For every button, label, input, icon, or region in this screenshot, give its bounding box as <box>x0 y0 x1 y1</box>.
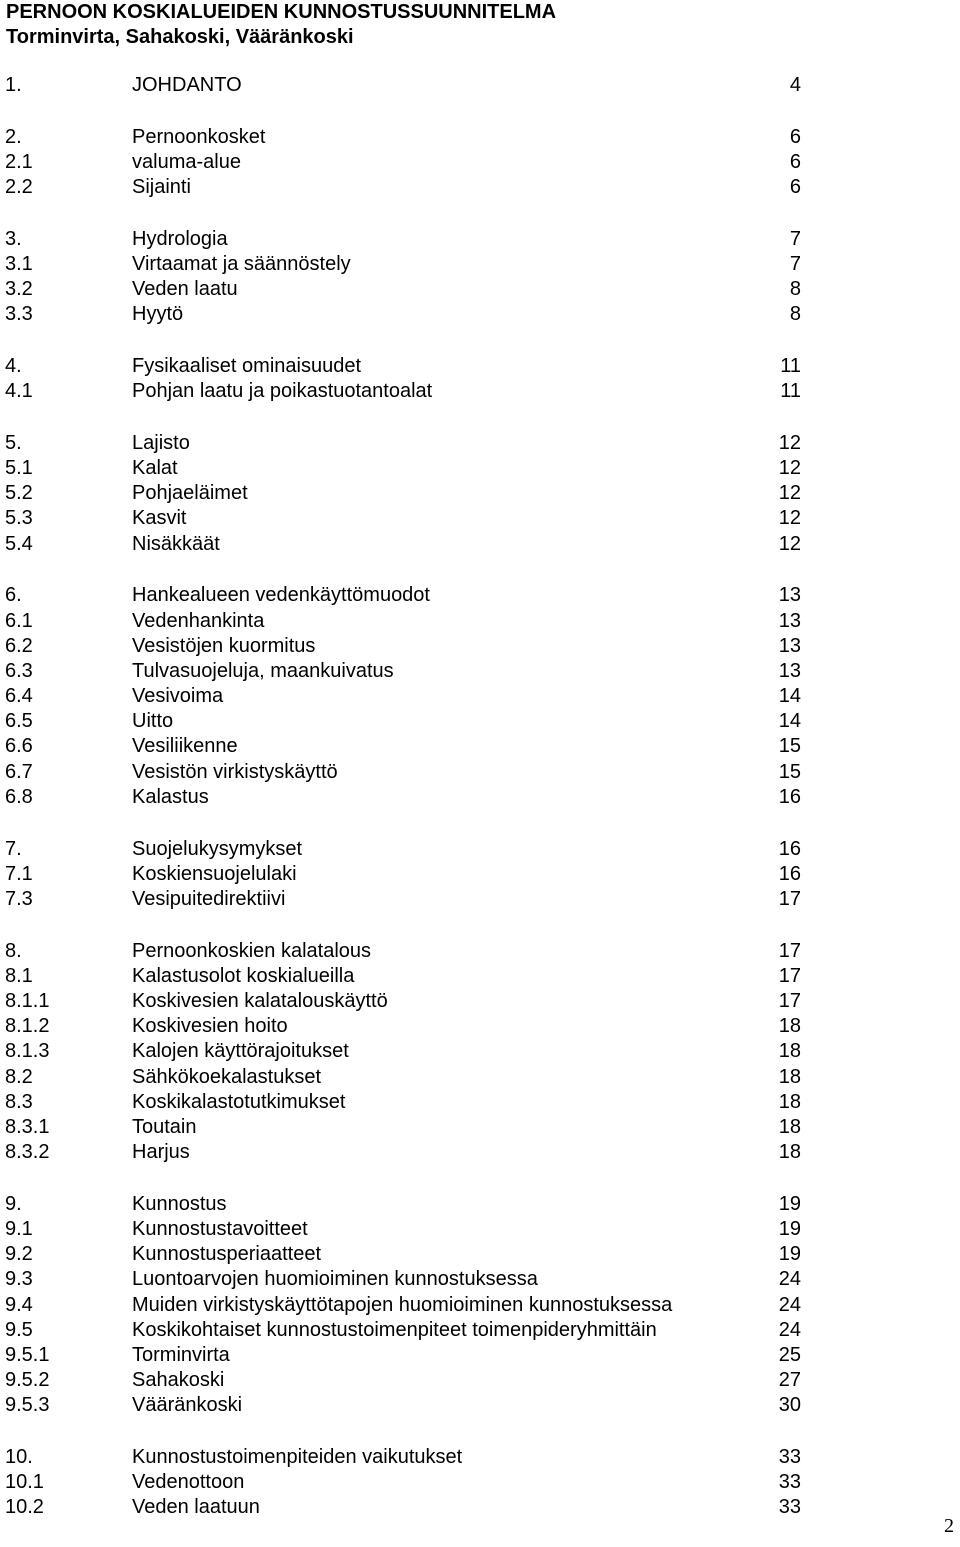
toc-entry-title: valuma-alue <box>132 150 241 173</box>
toc-entry-page: 13 <box>778 584 801 607</box>
toc-entry-number: 4. <box>5 355 22 377</box>
toc-entry-page: 24 <box>778 1318 801 1341</box>
toc-entry-number: 9.4 <box>5 1293 33 1316</box>
toc-entry-number: 8.1.2 <box>5 1015 50 1038</box>
toc-entry-number: 8.1 <box>5 964 33 987</box>
toc-entry-title: Vääränkoski <box>132 1394 243 1417</box>
toc-entry-number: 8. <box>5 939 22 962</box>
toc-entry <box>0 1318 960 1343</box>
toc-entry-page: 17 <box>778 887 801 910</box>
toc-entry-page: 11 <box>780 380 801 403</box>
toc-entry <box>0 302 960 327</box>
toc-entry-title: Vesistöjen kuormitus <box>132 634 316 657</box>
toc-section <box>0 837 960 913</box>
toc-entry-page: 13 <box>778 609 801 632</box>
toc-entry-title: Sahakoski <box>132 1369 225 1392</box>
toc-entry <box>0 252 960 277</box>
toc-entry <box>0 1445 960 1470</box>
toc-entry <box>0 1267 960 1292</box>
toc-entry-page: 16 <box>778 785 801 808</box>
toc-entry <box>0 583 960 608</box>
toc-entry-page: 6 <box>789 150 801 173</box>
toc-entry-title: Harjus <box>132 1141 190 1164</box>
toc-entry-number: 5. <box>5 431 22 454</box>
toc-entry <box>0 73 960 98</box>
toc-entry-page: 27 <box>778 1369 801 1392</box>
toc-entry-title: Nisäkkäät <box>132 532 220 555</box>
toc-entry-page: 6 <box>789 176 801 199</box>
toc-entry <box>0 709 960 734</box>
toc-entry-number: 9.1 <box>5 1217 33 1240</box>
toc-entry-title: Muiden virkistyskäyttötapojen huomioiminen kunnostuksessa <box>132 1293 673 1316</box>
toc-entry-number: 5.4 <box>5 532 33 555</box>
toc-entry-number: 9.5.2 <box>5 1369 50 1392</box>
toc-entry-page: 8 <box>789 303 801 326</box>
toc-entry-page: 18 <box>778 1015 801 1038</box>
toc-entry-title: Kunnostus <box>132 1192 227 1215</box>
toc-section <box>0 939 960 1166</box>
toc-entry-page: 24 <box>778 1293 801 1316</box>
toc-entry-title: Uitto <box>132 710 174 733</box>
toc-entry-page: 12 <box>778 457 801 480</box>
toc-entry-page: 24 <box>778 1268 801 1291</box>
toc-entry-number: 10. <box>5 1445 33 1468</box>
toc-entry-number: 7.1 <box>5 862 33 885</box>
toc-entry-title: Kalastus <box>132 785 209 808</box>
toc-entry-title: Pernoonkosket <box>132 125 266 148</box>
toc-entry-title: Veden laatu <box>132 278 238 301</box>
toc-entry <box>0 456 960 481</box>
toc-entry-number: 8.3.1 <box>5 1115 50 1138</box>
toc-entry-page: 19 <box>778 1243 801 1266</box>
toc-entry-number: 9.2 <box>5 1243 33 1266</box>
toc-entry-title: Pernoonkoskien kalatalous <box>132 939 372 962</box>
toc-entry-number: 5.1 <box>5 457 33 480</box>
toc-entry <box>0 1393 960 1418</box>
toc-entry <box>0 1217 960 1242</box>
document-title: PERNOON KOSKIALUEIDEN KUNNOSTUSSUUNNITELMA <box>6 1 557 23</box>
toc-entry <box>0 1293 960 1318</box>
toc-entry-page: 19 <box>778 1217 801 1240</box>
toc-entry-number: 6.5 <box>5 710 33 733</box>
toc-entry-title: JOHDANTO <box>132 74 242 96</box>
toc-entry-title: Veden laatuun <box>132 1496 260 1519</box>
toc-entry-title: Hyytö <box>132 303 184 326</box>
toc-entry-number: 6.1 <box>5 609 33 632</box>
toc-entry-number: 2. <box>5 125 22 148</box>
toc-entry <box>0 175 960 200</box>
toc-entry-number: 6.7 <box>5 760 33 783</box>
toc-entry-title: Vesivoima <box>132 685 224 708</box>
toc-entry-page: 17 <box>778 989 801 1012</box>
toc-entry-number: 6.2 <box>5 634 33 657</box>
toc-section <box>0 125 960 201</box>
toc-entry-number: 10.2 <box>5 1496 44 1519</box>
toc-entry-number: 3.2 <box>5 278 33 301</box>
toc-entry-page: 18 <box>778 1141 801 1164</box>
toc-entry <box>0 734 960 759</box>
toc-entry-page: 18 <box>778 1040 801 1063</box>
toc-entry-page: 7 <box>789 252 801 275</box>
toc-entry-title: Sähkökoekalastukset <box>132 1065 322 1088</box>
table-of-contents <box>0 73 960 1547</box>
toc-entry-title: Koskivesien hoito <box>132 1015 288 1038</box>
toc-section <box>0 583 960 810</box>
toc-entry-page: 19 <box>778 1192 801 1215</box>
toc-entry-title: Pohjan laatu ja poikastuotantoalat <box>132 380 433 403</box>
toc-entry-number: 4.1 <box>5 380 33 403</box>
toc-entry-number: 6.4 <box>5 685 33 708</box>
toc-entry <box>0 1242 960 1267</box>
toc-entry-number: 2.2 <box>5 176 33 199</box>
toc-section <box>0 431 960 557</box>
toc-entry-page: 18 <box>778 1065 801 1088</box>
toc-entry <box>0 1192 960 1217</box>
toc-section <box>0 354 960 404</box>
toc-entry-title: Vesiliikenne <box>132 735 238 758</box>
toc-entry <box>0 1495 960 1520</box>
toc-entry-title: Fysikaaliset ominaisuudet <box>132 355 361 377</box>
toc-entry <box>0 481 960 506</box>
toc-entry <box>0 354 960 379</box>
toc-entry-number: 5.2 <box>5 482 33 505</box>
toc-entry-title: Vesipuitedirektiivi <box>132 887 286 910</box>
toc-entry-title: Suojelukysymykset <box>132 837 303 860</box>
toc-entry-number: 2.1 <box>5 150 33 173</box>
toc-entry-title: Kalastusolot koskialueilla <box>132 964 355 987</box>
toc-section <box>0 1445 960 1521</box>
toc-entry-number: 5.3 <box>5 507 33 530</box>
toc-entry <box>0 609 960 634</box>
toc-entry-number: 3. <box>5 227 22 250</box>
toc-entry <box>0 964 960 989</box>
toc-entry-title: Koskikohtaiset kunnostustoimenpiteet toimenpideryhmittäin <box>132 1318 657 1341</box>
toc-entry-number: 3.3 <box>5 303 33 326</box>
toc-entry <box>0 1065 960 1090</box>
toc-entry-page: 16 <box>778 862 801 885</box>
toc-entry-number: 9.5.1 <box>5 1343 50 1366</box>
toc-entry-number: 8.3 <box>5 1090 33 1113</box>
toc-entry-title: Pohjaeläimet <box>132 482 248 505</box>
toc-entry <box>0 1039 960 1064</box>
toc-entry <box>0 1140 960 1165</box>
toc-entry-number: 9.5 <box>5 1318 33 1341</box>
toc-entry-page: 33 <box>778 1471 801 1494</box>
toc-entry <box>0 532 960 557</box>
toc-entry <box>0 1115 960 1140</box>
toc-entry <box>0 431 960 456</box>
toc-entry <box>0 150 960 175</box>
toc-entry <box>0 1368 960 1393</box>
toc-entry-title: Kalat <box>132 457 178 480</box>
toc-entry-number: 10.1 <box>5 1471 44 1494</box>
toc-entry <box>0 1470 960 1495</box>
toc-entry <box>0 684 960 709</box>
toc-entry-number: 9.5.3 <box>5 1394 50 1417</box>
toc-entry-page: 14 <box>778 710 801 733</box>
toc-entry-title: Vesistön virkistyskäyttö <box>132 760 338 783</box>
toc-entry-number: 7.3 <box>5 887 33 910</box>
toc-entry-number: 6. <box>5 584 22 607</box>
toc-entry-page: 12 <box>778 532 801 555</box>
toc-entry <box>0 760 960 785</box>
toc-entry <box>0 1090 960 1115</box>
toc-entry-title: Hankealueen vedenkäyttömuodot <box>132 584 430 607</box>
toc-entry <box>0 1014 960 1039</box>
toc-entry-page: 13 <box>778 659 801 682</box>
toc-entry-title: Hydrologia <box>132 227 228 250</box>
toc-entry-title: Toutain <box>132 1115 197 1138</box>
toc-entry-number: 8.1.3 <box>5 1040 50 1063</box>
toc-entry <box>0 379 960 404</box>
toc-entry-page: 16 <box>778 837 801 860</box>
toc-entry-title: Koskivesien kalatalouskäyttö <box>132 989 388 1012</box>
toc-entry-page: 17 <box>778 939 801 962</box>
toc-entry-page: 14 <box>778 685 801 708</box>
toc-entry-title: Lajisto <box>132 431 190 454</box>
document-header <box>6 0 556 50</box>
toc-entry <box>0 659 960 684</box>
toc-entry-page: 7 <box>789 227 801 250</box>
toc-entry-page: 13 <box>778 634 801 657</box>
toc-entry-page: 11 <box>780 355 801 377</box>
toc-entry-title: Koskikalastotutkimukset <box>132 1090 346 1113</box>
toc-entry <box>0 862 960 887</box>
toc-entry-number: 8.2 <box>5 1065 33 1088</box>
toc-entry-title: Tulvasuojeluja, maankuivatus <box>132 659 394 682</box>
toc-entry-title: Kunnostustoimenpiteiden vaikutukset <box>132 1445 463 1468</box>
toc-section <box>0 227 960 328</box>
toc-entry-number: 3.1 <box>5 252 33 275</box>
toc-entry-number: 9.3 <box>5 1268 33 1291</box>
toc-entry-page: 12 <box>778 507 801 530</box>
toc-entry-page: 18 <box>778 1090 801 1113</box>
toc-entry-page: 12 <box>778 431 801 454</box>
toc-section <box>0 73 960 98</box>
toc-entry-page: 15 <box>778 760 801 783</box>
toc-entry-page: 17 <box>778 964 801 987</box>
toc-entry-number: 7. <box>5 837 22 860</box>
toc-entry-number: 1. <box>5 74 22 96</box>
toc-entry <box>0 1343 960 1368</box>
document-subtitle: Torminvirta, Sahakoski, Vääränkoski <box>6 26 354 48</box>
toc-entry <box>0 887 960 912</box>
toc-entry-title: Kalojen käyttörajoitukset <box>132 1040 349 1063</box>
toc-entry-number: 6.8 <box>5 785 33 808</box>
toc-entry-title: Sijainti <box>132 176 191 199</box>
toc-entry-page: 33 <box>778 1496 801 1519</box>
toc-entry-number: 8.1.1 <box>5 989 50 1012</box>
toc-entry-number: 6.6 <box>5 735 33 758</box>
toc-entry-page: 8 <box>789 278 801 301</box>
toc-entry <box>0 785 960 810</box>
toc-entry-number: 9. <box>5 1192 22 1215</box>
toc-entry-page: 4 <box>789 74 801 96</box>
toc-entry <box>0 125 960 150</box>
toc-entry-number: 8.3.2 <box>5 1141 50 1164</box>
toc-entry-title: Koskiensuojelulaki <box>132 862 297 885</box>
toc-entry-title: Luontoarvojen huomioiminen kunnostuksessa <box>132 1268 538 1291</box>
toc-section <box>0 1192 960 1419</box>
toc-entry-page: 15 <box>778 735 801 758</box>
toc-entry-title: Torminvirta <box>132 1343 230 1366</box>
toc-entry-page: 30 <box>778 1394 801 1417</box>
toc-entry-title: Virtaamat ja säännöstely <box>132 252 351 275</box>
toc-entry-title: Vedenottoon <box>132 1471 245 1494</box>
toc-entry <box>0 989 960 1014</box>
toc-entry-page: 18 <box>778 1115 801 1138</box>
toc-entry <box>0 227 960 252</box>
toc-entry-number: 6.3 <box>5 659 33 682</box>
toc-entry <box>0 939 960 964</box>
toc-entry <box>0 277 960 302</box>
page-number: 2 <box>944 1515 954 1537</box>
toc-entry <box>0 506 960 531</box>
toc-entry-title: Kunnostusperiaatteet <box>132 1243 322 1266</box>
toc-entry-page: 33 <box>778 1445 801 1468</box>
toc-entry-page: 12 <box>778 482 801 505</box>
toc-entry-title: Kasvit <box>132 507 187 530</box>
toc-entry-title: Vedenhankinta <box>132 609 265 632</box>
toc-entry-page: 25 <box>778 1343 801 1366</box>
toc-entry <box>0 634 960 659</box>
toc-entry-title: Kunnostustavoitteet <box>132 1217 308 1240</box>
toc-entry-page: 6 <box>789 125 801 148</box>
toc-entry <box>0 837 960 862</box>
